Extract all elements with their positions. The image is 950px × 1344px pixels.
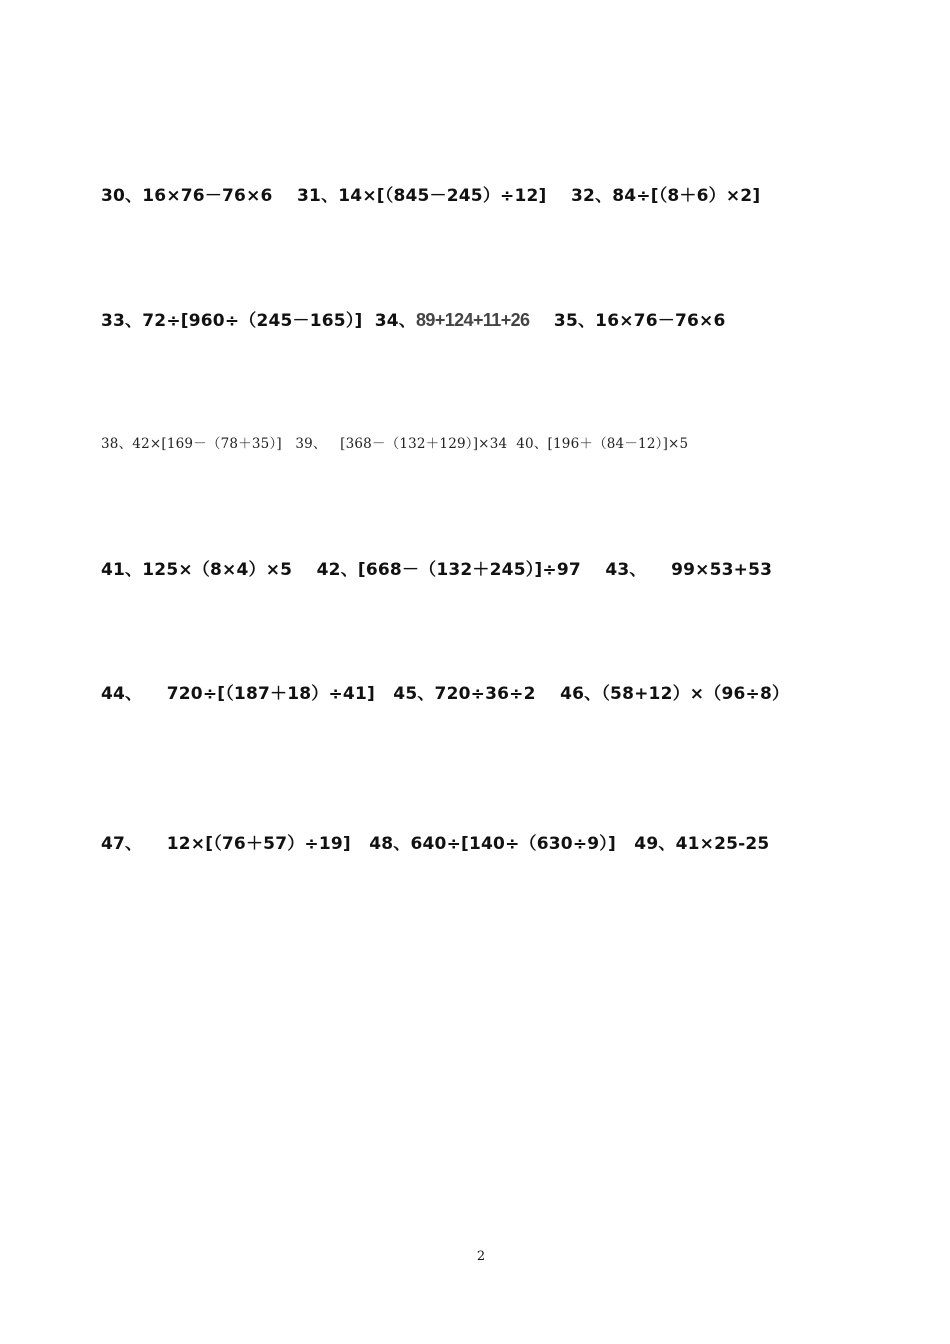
problem-row-41-43: 41、125×（8×4）×5 42、[668－（132＋245）]÷97 43、 99×53+53 (101, 560, 773, 580)
problem-row-47-49: 47、 12×[（76＋57）÷19] 48、640÷[140÷（630÷9）] 49、41×25-25 (101, 834, 770, 854)
problem-row-38-40: 38、42×[169－（78＋35）] 39、 [368－（132＋129）]×34 40、[196＋（84－12）]×5 (101, 436, 689, 452)
problem-34-expression: 89+124+11+26 (416, 310, 530, 330)
problem-row-44-46: 44、 720÷[（187＋18）÷41] 45、720÷36÷2 46、（58+12）×（96÷8） (101, 684, 790, 704)
problem-row-33-35 (101, 306, 725, 331)
page-number: 2 (476, 1249, 486, 1264)
problem-row-33-35-part2: 35、16×76－76×6 (529, 311, 726, 331)
problem-row-30-32: 30、16×76－76×6 31、14×[（845－245）÷12] 32、84÷[（8＋6）×2] (101, 186, 761, 206)
problem-row-33-35-part1: 33、72÷[960÷（245－165）] 34、 (101, 311, 416, 331)
